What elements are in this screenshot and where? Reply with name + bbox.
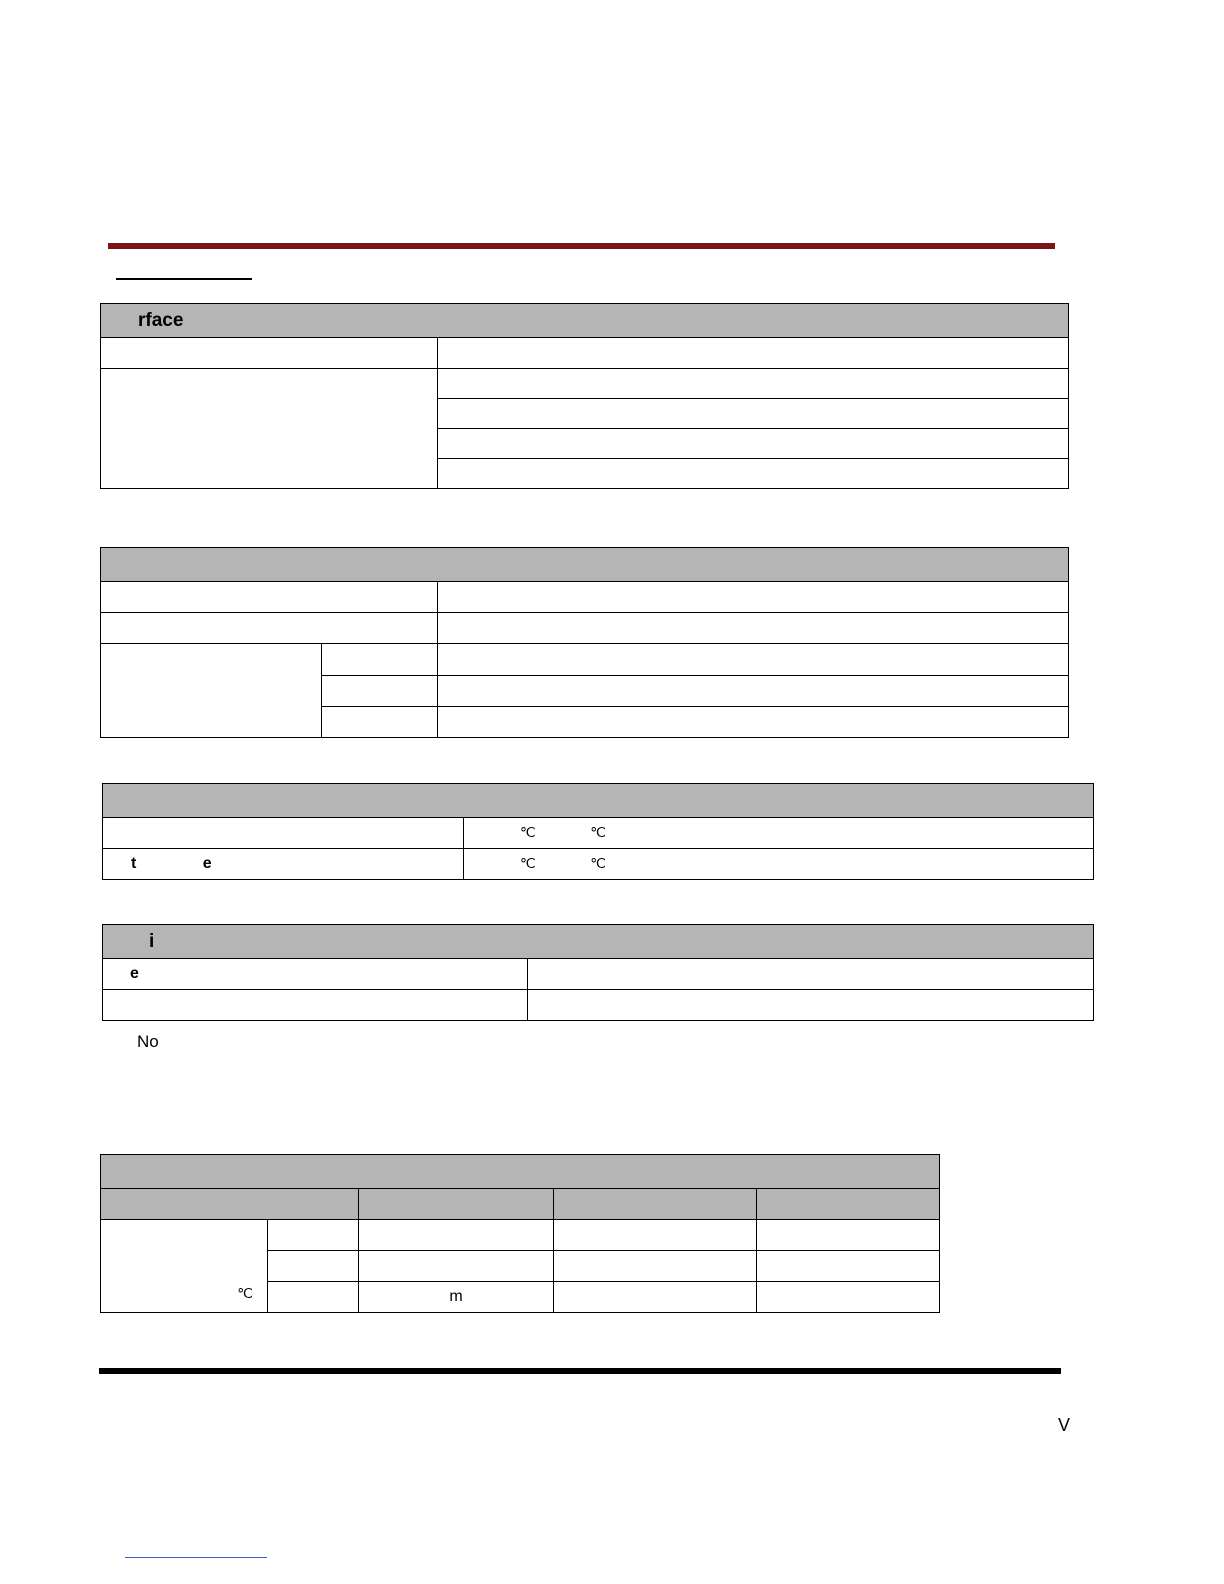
table-cell [101, 644, 322, 738]
table-cell [101, 338, 438, 369]
table-cell [322, 644, 438, 676]
footer-link-underline[interactable] [125, 1557, 267, 1558]
table-cell [438, 644, 1069, 676]
section-heading-underline [116, 278, 252, 280]
table-cell [438, 369, 1069, 399]
footer-version-text: V [1058, 1415, 1071, 1435]
label-fragment: e [202, 855, 212, 872]
degree-unit: ℃ [590, 855, 606, 871]
table-cell [554, 1251, 757, 1282]
degree-unit: ℃ [237, 1285, 253, 1301]
table-cell [101, 582, 438, 613]
table-cell [103, 990, 528, 1021]
table-cell [528, 959, 1094, 990]
table-cell [101, 369, 438, 489]
table-cell: m [359, 1282, 554, 1313]
table-cell [438, 582, 1069, 613]
table-cell [757, 1220, 940, 1251]
label-fragment: t [131, 855, 137, 872]
table-cell [322, 676, 438, 707]
table-cell [268, 1251, 359, 1282]
characteristics-table [100, 1154, 940, 1313]
table-cell [438, 676, 1069, 707]
temperature-range-cell [464, 849, 1094, 880]
column-header [757, 1189, 940, 1220]
table-cell [101, 613, 438, 644]
table-cell [359, 1220, 554, 1251]
table-cell [268, 1220, 359, 1251]
degree-unit: ℃ [590, 824, 606, 840]
table-cell [438, 429, 1069, 459]
degree-unit: ℃ [520, 855, 536, 871]
temperature-range-cell [464, 818, 1094, 849]
table-cell [438, 459, 1069, 489]
table-cell [757, 1282, 940, 1313]
table-cell [554, 1220, 757, 1251]
degree-unit: ℃ [520, 824, 536, 840]
temperature-table [102, 783, 1094, 880]
table-cell [103, 818, 464, 849]
interface-table [100, 303, 1069, 489]
column-header [554, 1189, 757, 1220]
table-cell [438, 613, 1069, 644]
column-header [359, 1189, 554, 1220]
top-divider-rule [108, 243, 1055, 249]
table-cell [438, 338, 1069, 369]
column-header [101, 1189, 359, 1220]
misc-row-label: e [103, 959, 528, 990]
specification-table-header [101, 548, 1069, 582]
interface-table-header: rface [101, 304, 1069, 338]
table-cell [322, 707, 438, 738]
table-cell [438, 399, 1069, 429]
characteristics-table-header [101, 1155, 940, 1189]
specification-table [100, 547, 1069, 738]
table-cell [268, 1282, 359, 1313]
table-note: No [137, 1032, 159, 1051]
table-cell [554, 1282, 757, 1313]
misc-table-header: i [103, 925, 1094, 959]
table-cell [359, 1251, 554, 1282]
table-cell [528, 990, 1094, 1021]
temperature-row-label [103, 849, 464, 880]
condition-cell [101, 1220, 268, 1313]
temperature-table-header [103, 784, 1094, 818]
table-cell [438, 707, 1069, 738]
misc-table [102, 924, 1094, 1021]
footer-divider-rule [99, 1368, 1061, 1374]
table-cell [757, 1251, 940, 1282]
